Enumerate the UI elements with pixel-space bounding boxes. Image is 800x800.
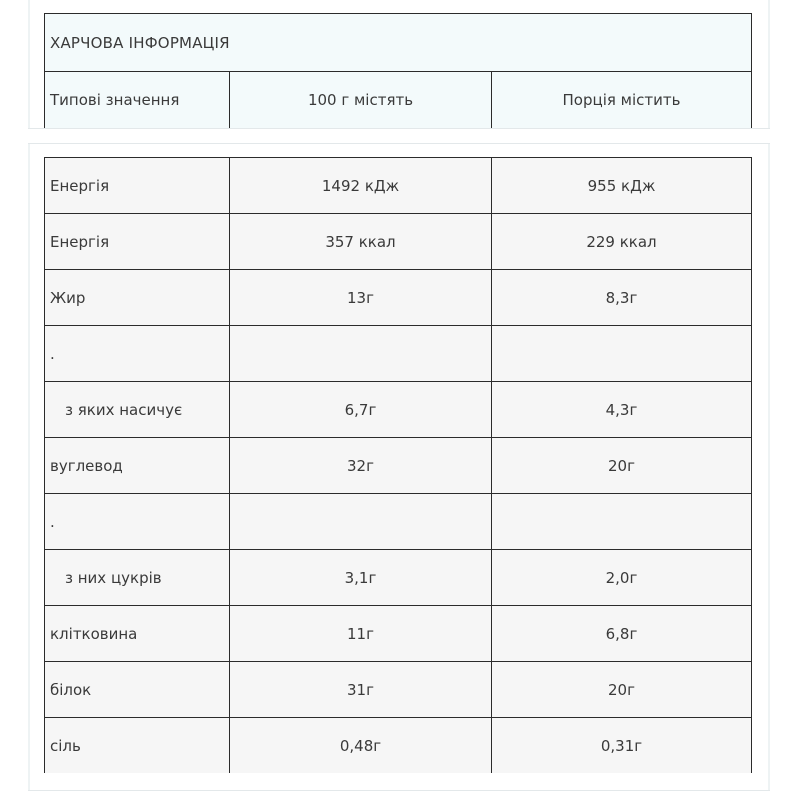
nutrient-name: клітковина	[50, 624, 138, 643]
value-per-portion	[491, 494, 751, 549]
nutrient-name: вуглевод	[50, 456, 123, 475]
value-per-100g: 31г	[229, 662, 491, 717]
table-row	[45, 214, 751, 270]
panel-edge-right	[768, 0, 770, 800]
value-per-100g	[229, 494, 491, 549]
value-per-100g: 0,48г	[229, 718, 491, 773]
nutrient-name: Енергія	[50, 176, 110, 195]
value-per-portion: 20г	[491, 438, 751, 493]
nutrient-name: білок	[50, 680, 92, 699]
value-per-portion: 0,31г	[491, 718, 751, 773]
table-row	[45, 718, 751, 773]
table-row	[45, 158, 751, 214]
value-per-portion: 4,3г	[491, 382, 751, 437]
table-row	[45, 438, 751, 494]
nutrient-name: .	[50, 344, 55, 363]
table-row	[45, 606, 751, 662]
header-columns	[45, 72, 751, 129]
value-per-portion: 8,3г	[491, 270, 751, 325]
header-per-portion: Порція містить	[491, 72, 751, 129]
nutrient-name: .	[50, 512, 55, 531]
value-per-100g	[229, 326, 491, 381]
table-row	[45, 662, 751, 718]
separator-band	[28, 128, 770, 144]
value-per-portion: 20г	[491, 662, 751, 717]
nutrition-table	[44, 157, 752, 773]
value-per-100g: 11г	[229, 606, 491, 661]
table-row	[45, 494, 751, 550]
header-typical-values: Типові значення	[50, 91, 180, 109]
value-per-portion: 2,0г	[491, 550, 751, 605]
nutrition-header	[44, 13, 752, 128]
value-per-portion	[491, 326, 751, 381]
header-per-100g: 100 г містять	[229, 72, 491, 129]
nutrient-name: сіль	[50, 736, 81, 755]
value-per-100g: 6,7г	[229, 382, 491, 437]
value-per-portion: 229 ккал	[491, 214, 751, 269]
table-row	[45, 326, 751, 382]
bottom-band	[28, 790, 770, 800]
table-row	[45, 270, 751, 326]
nutrition-title: ХАРЧОВА ІНФОРМАЦІЯ	[45, 14, 751, 72]
value-per-portion: 955 кДж	[491, 158, 751, 213]
panel-edge-left	[28, 0, 30, 800]
table-row	[45, 550, 751, 606]
nutrient-name: з них цукрів	[65, 568, 162, 587]
nutrient-name: Жир	[50, 288, 86, 307]
value-per-portion: 6,8г	[491, 606, 751, 661]
value-per-100g: 357 ккал	[229, 214, 491, 269]
table-row	[45, 382, 751, 438]
value-per-100g: 32г	[229, 438, 491, 493]
value-per-100g: 13г	[229, 270, 491, 325]
nutrient-name: Енергія	[50, 232, 110, 251]
value-per-100g: 3,1г	[229, 550, 491, 605]
nutrient-name: з яких насичує	[65, 400, 183, 419]
value-per-100g: 1492 кДж	[229, 158, 491, 213]
